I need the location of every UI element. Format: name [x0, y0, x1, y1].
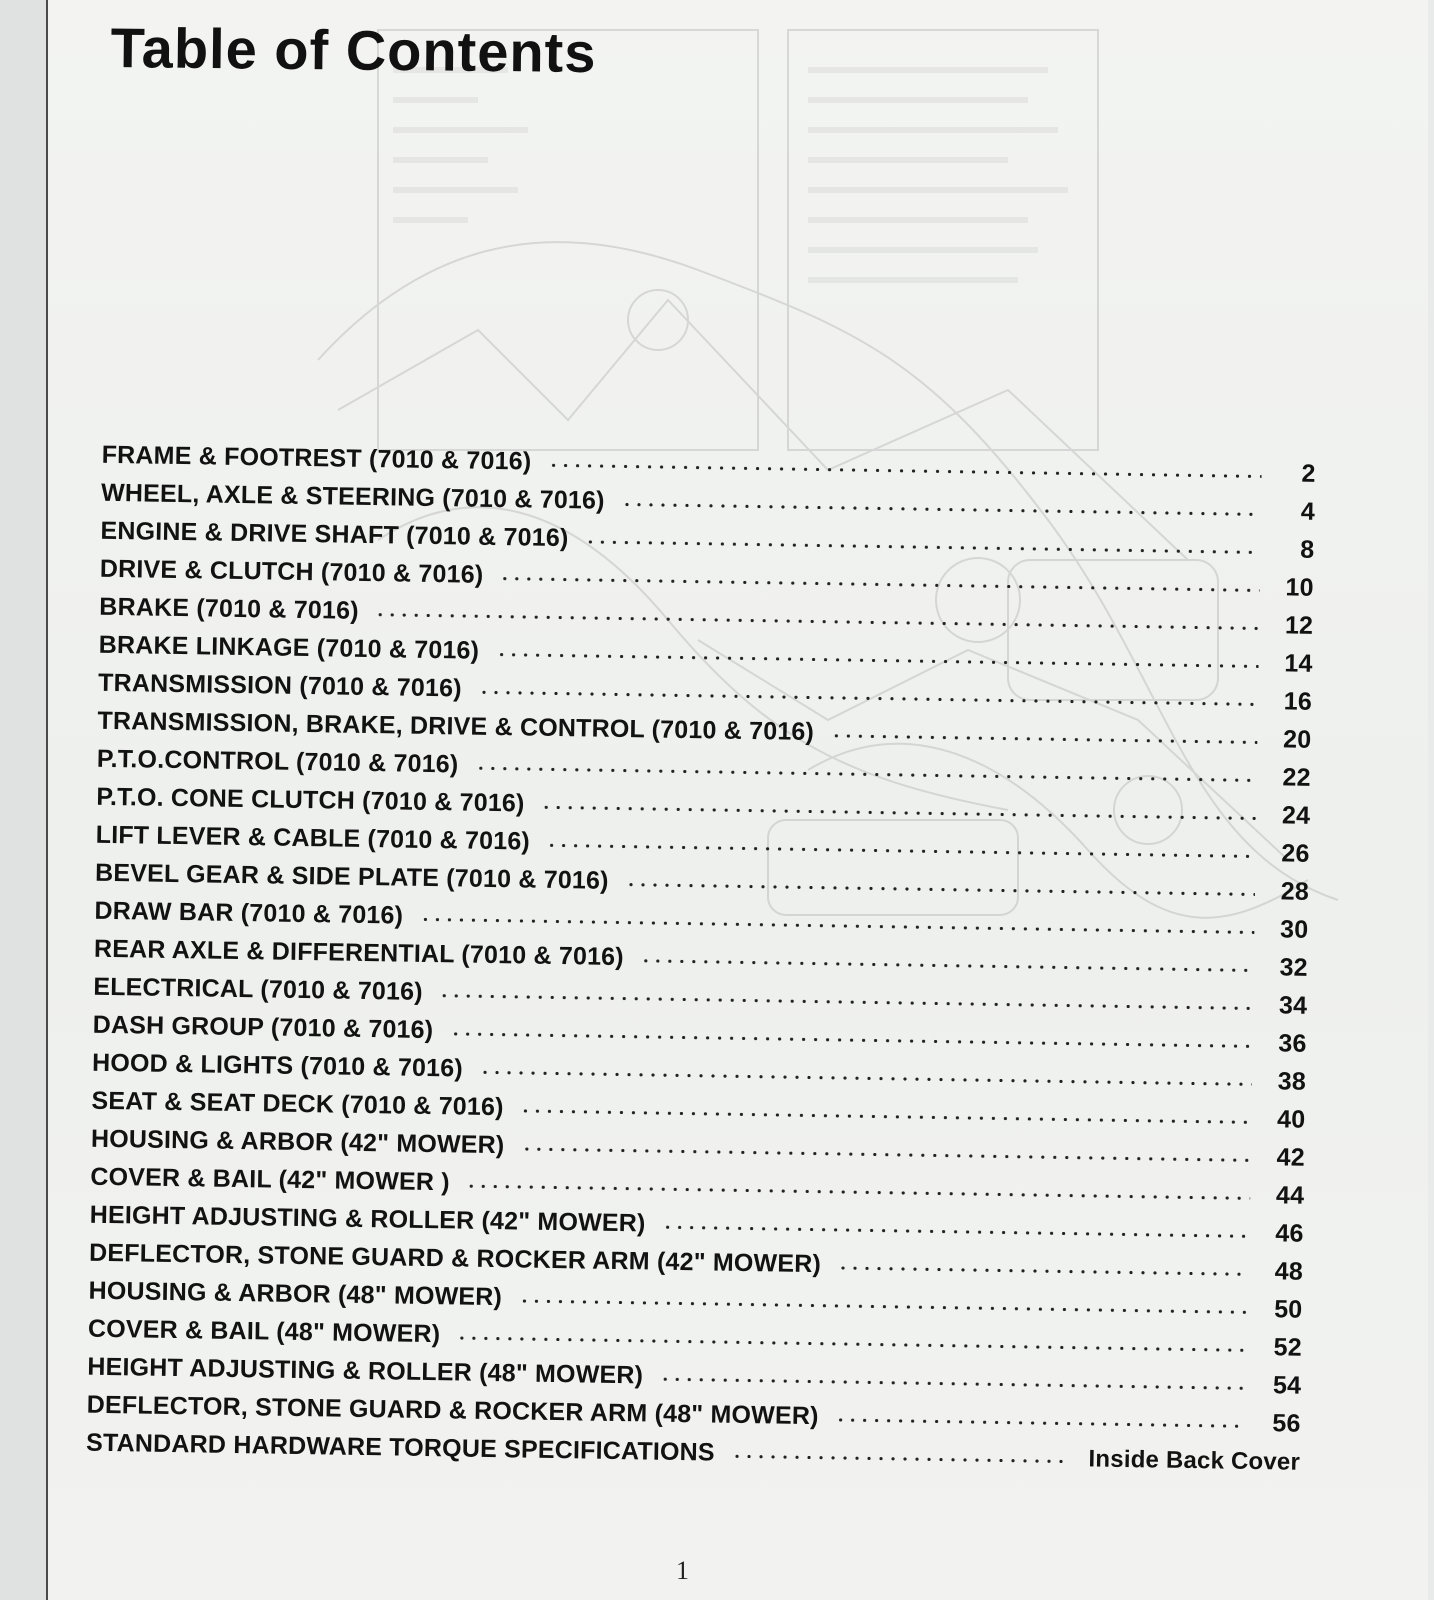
toc-page-number: 46 — [1275, 1219, 1304, 1248]
toc-page-number: 34 — [1278, 991, 1308, 1020]
toc-page-number: 30 — [1279, 915, 1309, 944]
toc-page-number: 24 — [1281, 801, 1311, 830]
document-page — [48, 0, 1428, 1600]
toc-page-number: 52 — [1273, 1333, 1303, 1362]
toc-entry-title: DRIVE & CLUTCH (7010 & 7016) — [99, 554, 484, 589]
toc-entry-title: BRAKE (7010 & 7016) — [99, 592, 359, 625]
toc-entry-title: DRAW BAR (7010 & 7016) — [94, 896, 404, 930]
dotted-leader — [449, 1032, 1252, 1048]
page-title: Table of Contents — [110, 16, 597, 85]
dotted-leader — [540, 806, 1256, 820]
toc-page-number: 4 — [1300, 497, 1316, 526]
dotted-leader — [375, 613, 1259, 630]
toc-page-number: 26 — [1281, 839, 1310, 868]
dotted-leader — [547, 464, 1261, 478]
toc-page-number: 56 — [1272, 1409, 1301, 1438]
toc-entry-title: STANDARD HARDWARE TORQUE SPECIFICATIONS — [85, 1428, 715, 1467]
toc-page-number: 42 — [1276, 1143, 1306, 1172]
dotted-leader — [520, 1147, 1250, 1161]
dotted-leader — [456, 1336, 1248, 1351]
dotted-leader — [835, 1418, 1247, 1427]
dotted-leader — [499, 577, 1259, 592]
toc-page-number: 16 — [1283, 687, 1313, 716]
toc-page-number: 36 — [1278, 1029, 1307, 1058]
toc-entry-title: ENGINE & DRIVE SHAFT (7010 & 7016) — [100, 516, 569, 553]
toc-page-number: 54 — [1272, 1371, 1302, 1400]
left-page-edge — [0, 0, 48, 1600]
toc-entry-title: REAR AXLE & DIFFERENTIAL (7010 & 7016) — [93, 934, 625, 972]
dotted-leader — [584, 540, 1260, 554]
toc-entry-title: LIFT LEVER & CABLE (7010 & 7016) — [95, 820, 531, 856]
toc-entry-title: HEIGHT ADJUSTING & ROLLER (42" MOWER) — [89, 1200, 646, 1238]
toc-entry-title: ELECTRICAL (7010 & 7016) — [93, 972, 423, 1006]
toc-page-number: 48 — [1274, 1257, 1304, 1286]
toc-entry-title: TRANSMISSION (7010 & 7016) — [97, 668, 462, 703]
dotted-leader — [518, 1299, 1248, 1313]
toc-page-number: 28 — [1280, 877, 1310, 906]
dotted-leader — [830, 734, 1257, 744]
dotted-leader — [640, 959, 1254, 972]
toc-entry-title: DEFLECTOR, STONE GUARD & ROCKER ARM (42" MOWER) — [88, 1238, 822, 1279]
toc-page-number: 2 — [1301, 459, 1316, 488]
dotted-leader — [439, 994, 1253, 1010]
toc-entry-title: HOOD & LIGHTS (7010 & 7016) — [91, 1048, 464, 1083]
toc-entry-title: COVER & BAIL (42" MOWER ) — [90, 1162, 451, 1197]
toc-page-number: 32 — [1279, 953, 1309, 982]
toc-entry-title: SEAT & SEAT DECK (7010 & 7016) — [91, 1086, 504, 1122]
dotted-leader — [546, 844, 1256, 858]
dotted-leader — [478, 691, 1258, 706]
toc-page-number: 50 — [1273, 1295, 1303, 1324]
dotted-leader — [625, 883, 1255, 896]
dotted-leader — [661, 1226, 1249, 1238]
dotted-leader — [466, 1185, 1250, 1200]
toc-page-number: 8 — [1300, 535, 1315, 564]
dotted-leader — [474, 767, 1256, 782]
toc-entry-title: WHEEL, AXLE & STEERING (7010 & 7016) — [100, 478, 605, 515]
toc-entry-title: BEVEL GEAR & SIDE PLATE (7010 & 7016) — [94, 858, 609, 895]
table-of-contents — [48, 0, 1428, 1600]
dotted-leader — [731, 1455, 1071, 1463]
toc-page-number: 14 — [1284, 649, 1313, 678]
dotted-leader — [621, 503, 1261, 516]
toc-page-reference: Inside Back Cover — [1088, 1445, 1301, 1476]
toc-page-number: 38 — [1277, 1067, 1307, 1096]
toc-entry-title: HOUSING & ARBOR (42" MOWER) — [90, 1124, 505, 1160]
toc-page-number: 12 — [1284, 611, 1314, 640]
dotted-leader — [419, 918, 1254, 934]
toc-entry-title: DASH GROUP (7010 & 7016) — [92, 1010, 434, 1045]
toc-entry-title: P.T.O. CONE CLUTCH (7010 & 7016) — [96, 782, 525, 818]
toc-entry-title: TRANSMISSION, BRAKE, DRIVE & CONTROL (7010 & 7016) — [97, 706, 815, 747]
toc-entry-title: HOUSING & ARBOR (48" MOWER) — [88, 1276, 503, 1312]
toc-entry-title: DEFLECTOR, STONE GUARD & ROCKER ARM (48" MOWER) — [86, 1390, 819, 1431]
dotted-leader — [495, 653, 1258, 668]
toc-page-number: 40 — [1276, 1105, 1306, 1134]
toc-entry-title: COVER & BAIL (48" MOWER) — [87, 1314, 441, 1349]
toc-entry-title: FRAME & FOOTREST (7010 & 7016) — [101, 440, 532, 476]
dotted-leader — [659, 1378, 1247, 1390]
dotted-leader — [520, 1109, 1252, 1123]
dotted-leader — [479, 1071, 1252, 1086]
toc-entry-title: HEIGHT ADJUSTING & ROLLER (48" MOWER) — [87, 1352, 644, 1390]
dotted-leader — [837, 1266, 1249, 1275]
toc-page-number: 10 — [1285, 573, 1314, 602]
toc-page-number: 44 — [1275, 1181, 1305, 1210]
page-number: 1 — [676, 1556, 689, 1585]
toc-entry-title: BRAKE LINKAGE (7010 & 7016) — [98, 630, 480, 665]
toc-page-number: 22 — [1282, 763, 1311, 792]
toc-page-number: 20 — [1282, 725, 1312, 754]
toc-entry-title: P.T.O.CONTROL (7010 & 7016) — [96, 744, 459, 779]
